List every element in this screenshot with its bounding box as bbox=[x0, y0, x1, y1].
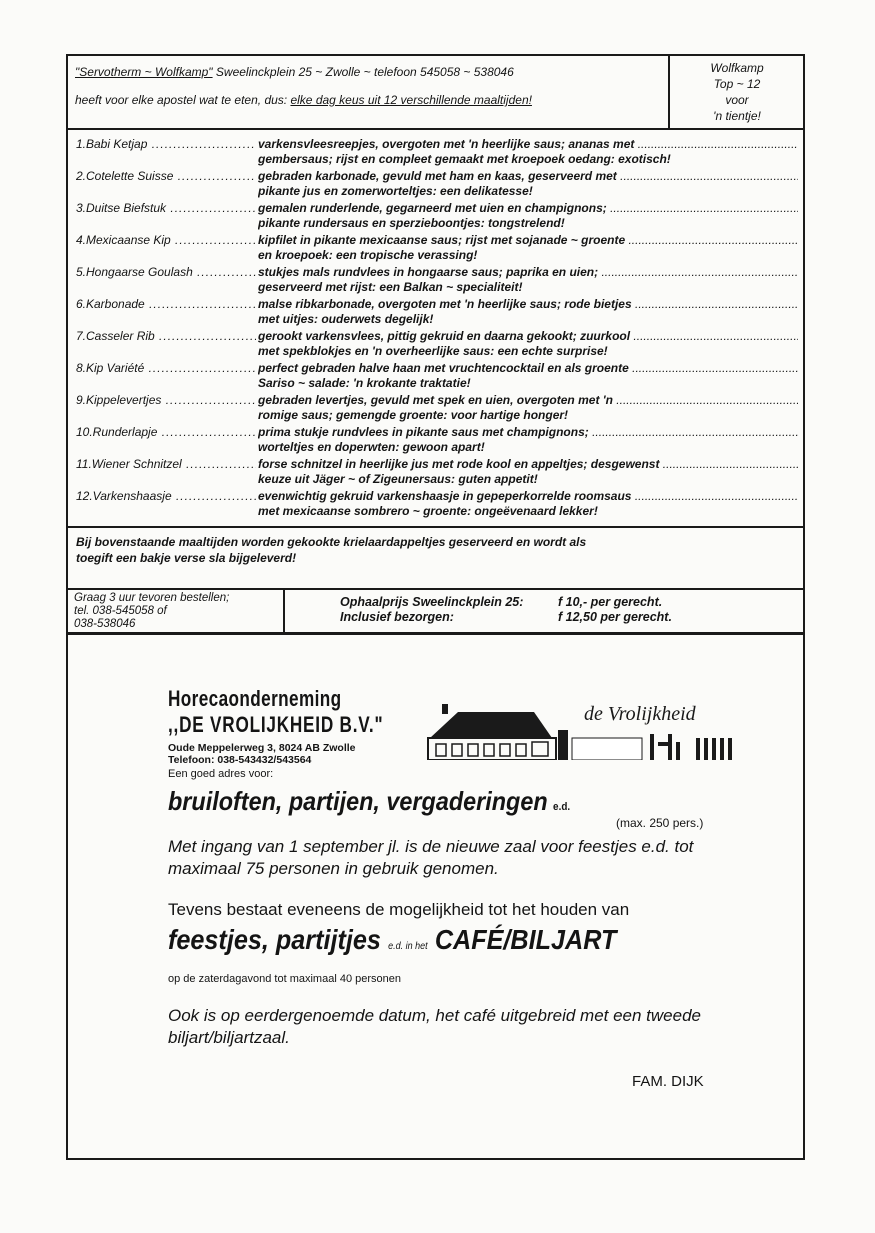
dish-name: 2.Cotelette Suisse ..... bbox=[76, 169, 256, 183]
dish-desc-line2: met uitjes: ouderwets degelijk! bbox=[258, 312, 434, 326]
dish-desc-line2: met spekblokjes en 'n overheerlijke saus: een echte surprise! bbox=[258, 344, 608, 358]
dish-desc-line2: romige saus; gemengde groente: voor hartige honger! bbox=[258, 408, 569, 422]
pickup-price: f 10,- per gerecht. bbox=[558, 595, 663, 609]
dish-desc-line1: forse schnitzel in heerlijke jus met rode kool en appeltjes; desgewenst ..... bbox=[258, 457, 798, 472]
events-headline-text: bruiloften, partijen, vergaderingen bbox=[168, 786, 548, 816]
menu-item bbox=[68, 486, 803, 518]
dish-desc-line2: met mexicaanse sombrero ~ groente: ongeëvenaard lekker! bbox=[258, 504, 598, 518]
cafe-billiard-text: CAFÉ/BILJART bbox=[434, 924, 617, 955]
top12-line: Wolfkamp bbox=[710, 61, 764, 75]
dish-desc-line2: en kroepoek: een tropische verassing! bbox=[258, 248, 478, 262]
dish-desc-line2: keuze uit Jäger ~ of Zigeunersaus: guten appetit! bbox=[258, 472, 538, 486]
delivery-price: f 12,50 per gerecht. bbox=[558, 610, 672, 624]
company-type: Horecaonderneming bbox=[168, 686, 342, 711]
parties-text: feestjes, partijtjes bbox=[168, 924, 381, 955]
dish-name: 6.Karbonade ..... bbox=[76, 297, 256, 311]
dish-name: 4.Mexicaanse Kip ..... bbox=[76, 233, 256, 247]
header-highlight: elke dag keus uit 12 verschillende maaltijden! bbox=[290, 93, 532, 107]
dish-desc-line1: varkensvleesreepjes, overgoten met 'n heerlijke saus; ananas met ..... bbox=[258, 137, 798, 152]
order-contact bbox=[68, 590, 285, 632]
possibility-text: Tevens bestaat eveneens de mogelijkheid tot het houden van bbox=[168, 900, 630, 919]
dish-name: 1.Babi Ketjap ..... bbox=[76, 137, 256, 151]
side-dish-note bbox=[68, 528, 803, 590]
price-info bbox=[340, 595, 672, 625]
header-line-2 bbox=[75, 93, 532, 107]
menu-item bbox=[68, 198, 803, 230]
document-frame bbox=[66, 54, 805, 1160]
menu-item bbox=[68, 262, 803, 294]
dish-name: 7.Casseler Rib ..... bbox=[76, 329, 256, 343]
company-address: Oude Meppelerweg 3, 8024 AB Zwolle bbox=[168, 742, 356, 754]
dish-desc-line2: gembersaus; rijst en compleet gemaakt met kroepoek oedang: exotisch! bbox=[258, 152, 671, 166]
dish-desc-line1: perfect gebraden halve haan met vruchtencocktail en als groente ..... bbox=[258, 361, 798, 376]
dish-name: 10.Runderlapje ..... bbox=[76, 425, 256, 439]
dish-name: 12.Varkenshaasje ..... bbox=[76, 489, 256, 503]
vrolijkheid-logo bbox=[424, 698, 754, 760]
events-headline-suffix: e.d. bbox=[553, 801, 571, 813]
good-address-text: Een goed adres voor: bbox=[168, 768, 274, 780]
max-persons: (max. 250 pers.) bbox=[616, 816, 704, 830]
company-phone: Telefoon: 038-543432/543564 bbox=[168, 754, 312, 766]
dish-desc-line1: gemalen runderlende, gegarneerd met uien en champignons; ..... bbox=[258, 201, 798, 216]
business-address: Sweelinckplein 25 ~ Zwolle ~ telefoon 545058 ~ 538046 bbox=[212, 65, 514, 79]
saturday-text: op de zaterdagavond tot maximaal 40 personen bbox=[168, 973, 401, 985]
signature: FAM. DIJK bbox=[632, 1073, 704, 1090]
advertisement bbox=[68, 638, 803, 1158]
top12-box bbox=[672, 60, 802, 124]
order-info bbox=[68, 590, 803, 635]
dish-name: 11.Wiener Schnitzel ..... bbox=[76, 457, 256, 471]
menu-list bbox=[68, 130, 803, 528]
events-headline bbox=[168, 786, 570, 817]
in-the-text: e.d. in het bbox=[388, 941, 428, 952]
top12-line: Top ~ 12 bbox=[713, 77, 761, 91]
dish-desc-line2: Sariso ~ salade: 'n krokante traktatie! bbox=[258, 376, 471, 390]
dish-desc-line2: pikante rundersaus en sperzieboontjes: tongstrelend! bbox=[258, 216, 565, 230]
menu-item bbox=[68, 326, 803, 358]
pickup-label: Ophaalprijs Sweelinckplein 25: bbox=[340, 595, 524, 609]
business-name: "Servotherm ~ Wolfkamp" bbox=[75, 65, 213, 79]
menu-item bbox=[68, 390, 803, 422]
dish-desc-line2: pikante jus en zomerworteltjes: een delikatesse! bbox=[258, 184, 533, 198]
dish-name: 8.Kip Variété ..... bbox=[76, 361, 256, 375]
logo-text: de Vrolijkheid bbox=[584, 703, 696, 725]
menu-item bbox=[68, 454, 803, 486]
menu-item bbox=[68, 294, 803, 326]
top12-line: voor bbox=[725, 93, 749, 107]
dish-desc-line1: evenwichtig gekruid varkenshaasje in gepeperkorrelde roomsaus ..... bbox=[258, 489, 798, 504]
dish-desc-line1: gerookt varkensvlees, pittig gekruid en daarna gekookt; zuurkool ..... bbox=[258, 329, 798, 344]
header-line-1 bbox=[75, 65, 514, 79]
dish-name: 9.Kippelevertjes ..... bbox=[76, 393, 256, 407]
menu-header bbox=[68, 56, 803, 130]
menu-item bbox=[68, 358, 803, 390]
dish-name: 5.Hongaarse Goulash ..... bbox=[76, 265, 256, 279]
order-line: Graag 3 uur tevoren bestellen; bbox=[74, 592, 230, 604]
menu-item bbox=[68, 134, 803, 166]
header-intro: heeft voor elke apostel wat te eten, dus: bbox=[75, 93, 291, 107]
cafe-headline bbox=[168, 924, 616, 956]
top12-line: 'n tientje! bbox=[713, 109, 761, 123]
order-line: tel. 038-545058 of bbox=[74, 605, 167, 617]
company-contact bbox=[168, 742, 356, 766]
dish-desc-line1: prima stukje rundvlees in pikante saus met champignons; ..... bbox=[258, 425, 798, 440]
dish-desc-line1: kipfilet in pikante mexicaanse saus; rijst met sojanade ~ groente ..... bbox=[258, 233, 798, 248]
dish-desc-line2: worteltjes en doperwten: gewoon apart! bbox=[258, 440, 485, 454]
menu-item bbox=[68, 422, 803, 454]
second-billiard-text: Ook is op eerdergenoemde datum, het café uitgebreid met een tweede biljart/biljartzaal. bbox=[168, 1006, 702, 1047]
new-hall-text: Met ingang van 1 september jl. is de nieuwe zaal voor feestjes e.d. tot maximaal 75 personen in gebruik genomen. bbox=[168, 837, 694, 878]
note-line-2: toegift een bakje verse sla bijgeleverd! bbox=[76, 551, 297, 565]
menu-item bbox=[68, 230, 803, 262]
dish-desc-line1: stukjes mals rundvlees in hongaarse saus; paprika en uien; ..... bbox=[258, 265, 798, 280]
company-name: ,,DE VROLIJKHEID B.V." bbox=[168, 712, 384, 737]
dish-desc-line1: gebraden karbonade, gevuld met ham en kaas, geserveerd met ..... bbox=[258, 169, 798, 184]
dish-desc-line2: geserveerd met rijst: een Balkan ~ specialiteit! bbox=[258, 280, 523, 294]
header-text-box bbox=[68, 56, 670, 128]
dish-name: 3.Duitse Biefstuk ..... bbox=[76, 201, 256, 215]
order-line: 038-538046 bbox=[74, 618, 136, 630]
dish-desc-line1: malse ribkarbonade, overgoten met 'n heerlijke saus; rode bietjes ..... bbox=[258, 297, 798, 312]
menu-item bbox=[68, 166, 803, 198]
delivery-label: Inclusief bezorgen: bbox=[340, 610, 454, 624]
note-line-1: Bij bovenstaande maaltijden worden gekookte krielaardappeltjes geserveerd en wordt als bbox=[76, 535, 587, 549]
dish-desc-line1: gebraden levertjes, gevuld met spek en uien, overgoten met 'n ..... bbox=[258, 393, 798, 408]
